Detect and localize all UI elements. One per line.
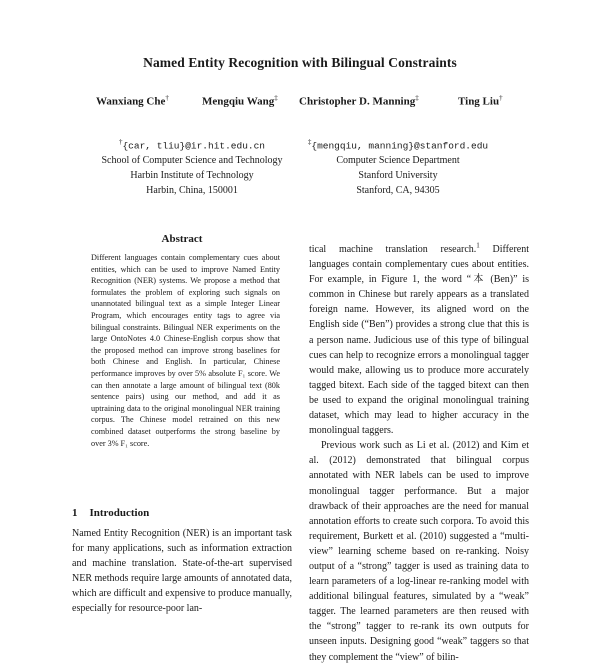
section-title: Introduction — [89, 507, 150, 519]
affiliation-line: Harbin, China, 150001 — [146, 185, 238, 197]
affiliation-email: ‡{mengqiu, manning}@stanford.edu — [307, 138, 489, 152]
author-wang: Mengqiu Wang‡ — [202, 94, 278, 108]
section-heading — [72, 507, 149, 519]
right-column — [309, 242, 529, 665]
affiliation-line: Harbin Institute of Technology — [130, 170, 254, 182]
author-liu: Ting Liu† — [458, 94, 503, 108]
affiliation-line: Stanford University — [358, 170, 438, 182]
affiliation-line: Stanford, CA, 94305 — [356, 185, 440, 197]
right-paragraph-2: Previous work such as Li et al. (2012) and Kim et al. (2012) demonstrated that bilingual corpus annotated with NER labels can be used to improve monolingual tagger performance. But a major drawback of their approaches are the need for manual annotation efforts to create such corpora. To avoid this requirement, Burkett et al. (2010) suggested a “multi-view” learning scheme based on re-ranking. Noisy output of a “strong” tagger is used as training data to learn parameters of a log-linear re-ranking model with additional bilingual features, simulated by a “weak” tagger. The learned parameters are then reused with the “strong” tagger to re-rank its own outputs for unseen inputs. Designing good “weak” taggers so that they complement the “view” of bilin- — [309, 440, 529, 663]
author-che: Wanxiang Che† — [96, 94, 169, 108]
affiliation-line: School of Computer Science and Technology — [101, 155, 283, 167]
paper-title: Named Entity Recognition with Bilingual Constraints — [143, 55, 457, 70]
footnote-marker: 1 — [476, 241, 480, 250]
section-number: 1 — [72, 507, 78, 519]
right-paragraph-1: tical machine translation research.$^1$ Different languages contain complementary cues about entities. For example, in Figure 1, the word “本 (Ben)” is common in Chinese but rarely appears as a translated foreign name. However, its aligned word on the English side (“Ben”) provides a strong clue that this is a person name. Judicious use of this type of bilingual cues can help to recognize errors a monolingual tagger would make, allowing us to produce more accurately tagged bitext. Each side of the tagged bitext can then be used to expand the original monolingual training dataset, which may lead to higher accuracy in the monolingual taggers. — [309, 241, 529, 437]
intro-text — [72, 526, 292, 616]
affiliation-hit — [92, 135, 292, 198]
affiliation-email: †{car, tliu}@ir.hit.edu.cn — [118, 138, 266, 152]
author-manning: Christopher D. Manning‡ — [299, 94, 419, 108]
intro-paragraph: Named Entity Recognition (NER) is an important task for many applications, such as information extraction and machine translation. State-of-the-art supervised NER methods require large amounts of annotated data, which are difficult and expensive to produce manually, especially for resource-poor lan- — [72, 528, 292, 614]
affiliation-stanford — [292, 135, 504, 198]
abstract-text: Different languages contain complementary cues about entities, which can be used to improve Named Entity Recognition (NER) systems. We propose a method that formulates the problem of exploring such signals on unannotated bilingual text as a simple Integer Linear Program, which encourages entity tags to agree via bilingual constraints. Bilingual NER experiments on the large OntoNotes 4.0 Chinese-English corpus show that the proposed method can improve strong baselines for both Chinese and English. In particular, Chinese performance improves by over 5% absolute F₁ score. We can then annotate a large amount of bilingual text (80k sentence pairs) using our method, and add it as uptraining data to the original monolingual NER training corpus. The Chinese model retrained on this new combined dataset outperforms the strong baseline by over 3% F₁ score. — [91, 253, 280, 448]
affiliation-line: Computer Science Department — [336, 155, 460, 167]
abstract-heading: Abstract — [161, 233, 203, 245]
